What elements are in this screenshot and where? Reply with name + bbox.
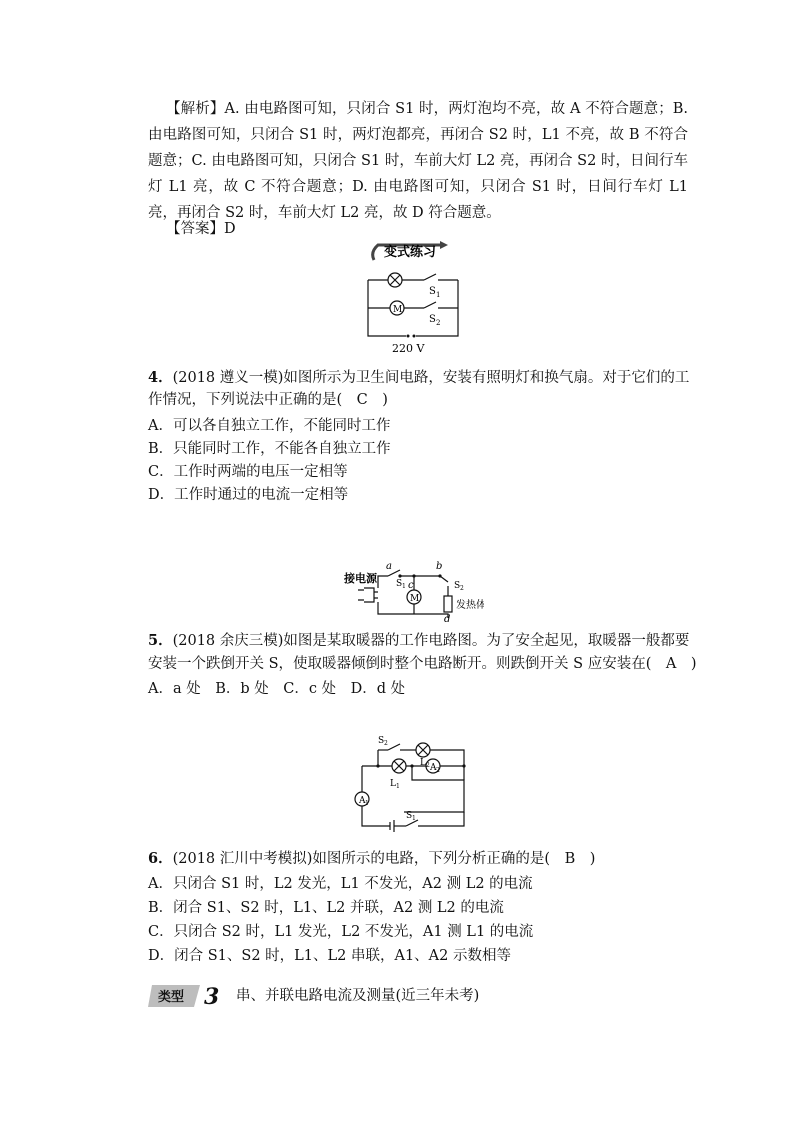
circuit-diagram-q4 (360, 266, 470, 358)
type-section-title: 串、并联电路电流及测量(近三年未考) (236, 988, 480, 1004)
svg-text:1: 1 (436, 291, 441, 299)
answer-value: D (224, 221, 236, 237)
svg-text:2: 2 (436, 319, 441, 327)
figure-q4-circuit (360, 266, 470, 358)
type-badge-number: 3 (204, 985, 220, 1007)
analysis-label: 【解析】 (166, 101, 225, 117)
motor-label: M (410, 594, 420, 604)
q4-stem-text: 如图所示为卫生间电路，安装有照明灯和换气扇。对于它们的工 (283, 370, 690, 386)
motor-label: M (393, 305, 403, 315)
voltage-label: 220 V (392, 342, 425, 355)
type-badge-graphic (148, 985, 226, 1007)
q4-source: (2018 遵义一模) (172, 370, 284, 386)
svg-text:1: 1 (396, 783, 400, 790)
power-label: 接电源 (344, 572, 377, 585)
q6-stem (148, 848, 708, 870)
q6-option-d: D．闭合 S1、S2 时，L1、L2 串联，A1、A2 示数相等 (148, 948, 511, 964)
q6-number: 6． (148, 850, 173, 867)
q5-source: (2018 余庆三模) (172, 633, 284, 649)
switch-s1-label: S (396, 579, 403, 589)
svg-text:2: 2 (436, 767, 440, 774)
svg-text:2: 2 (384, 740, 388, 747)
svg-text:2: 2 (460, 585, 464, 592)
q4-option-c: C．工作时两端的电压一定相等 (148, 464, 348, 480)
q4-option-b: B．只能同时工作，不能各自独立工作 (148, 441, 391, 457)
svg-text:2: 2 (426, 762, 430, 769)
practice-banner-graphic (368, 240, 452, 264)
switch-s2-label: S (429, 314, 436, 325)
lamp-l2-label: L (420, 758, 426, 768)
q6-option-a: A．只闭合 S1 时，L2 发光，L1 不发光，A2 测 L2 的电流 (148, 876, 533, 892)
q4-stem (148, 367, 708, 389)
circuit-diagram-q5 (344, 560, 484, 622)
figure-q6-circuit (352, 734, 476, 834)
switch-s2-label: S (378, 736, 385, 746)
point-c-label: c (408, 580, 414, 591)
q6-option-c: C．只闭合 S2 时，L1 发光，L2 不发光，A1 测 L1 的电流 (148, 924, 534, 940)
q5-stem-line2: 安装一个跌倒开关 S，使取暖器倾倒时整个电路断开。则跌倒开关 S 应安装在( A ) (148, 656, 697, 672)
switch-s1-label: S (406, 811, 413, 821)
q5-stem (148, 630, 708, 652)
switch-s1-label: S (429, 286, 436, 297)
figure-q5-circuit (344, 560, 484, 622)
point-d-label: d (444, 614, 451, 622)
q6-source: (2018 汇川中考模拟) (172, 851, 313, 867)
analysis-paragraph (148, 96, 688, 226)
type-badge (148, 985, 226, 1007)
q4-option-a: A．可以各自独立工作，不能同时工作 (148, 418, 391, 434)
q5-number: 5． (148, 632, 173, 649)
q4-number: 4． (148, 369, 173, 386)
q4-option-d: D．工作时通过的电流一定相等 (148, 487, 349, 503)
q6-option-b: B．闭合 S1、S2 时，L1、L2 并联，A2 测 L2 的电流 (148, 900, 504, 916)
svg-text:1: 1 (402, 583, 406, 590)
analysis-text: A. 由电路图可知，只闭合 S1 时，两灯泡均不亮，故 A 不符合题意；B. 由电路图可知，只闭合 S1 时，两灯泡都亮，再闭合 S2 时，L1 不亮，故 B 不符合题意；C. 由电路图可知，只闭合 S1 时，车前大灯 L2 亮，再闭合 S2 时，日间行车灯 L1 亮，故 C 不符合题意；D. 由电路图可知，只闭合 S1 时，日间行车灯 L1 亮，再闭合 S2 时，车前大灯 L2 亮，故 D 符合题意。 (148, 101, 688, 221)
point-a-label: a (386, 561, 392, 572)
ammeter-a2-label: A (430, 763, 437, 773)
circuit-diagram-q6 (352, 734, 476, 834)
svg-text:1: 1 (365, 800, 369, 807)
heater-label: 发热体 (456, 600, 484, 611)
q5-stem-text: 如图是某取暖器的工作电路图。为了安全起见，取暖器一般都要 (283, 633, 690, 649)
type-badge-text: 类型 (158, 990, 185, 1005)
q4-stem-line2: 作情况，下列说法中正确的是( C ) (148, 392, 388, 408)
q6-stem-text: 如图所示的电路，下列分析正确的是( B ) (312, 851, 596, 867)
practice-banner (368, 240, 452, 264)
point-b-label: b (436, 561, 443, 572)
ammeter-a1-label: A (359, 796, 366, 806)
answer-label: 【答案】 (166, 221, 224, 237)
q5-options: A．a 处 B．b 处 C．c 处 D．d 处 (148, 681, 406, 697)
answer-line (166, 218, 726, 240)
switch-s2-label: S (454, 581, 461, 591)
svg-text:1: 1 (412, 815, 416, 822)
practice-banner-text: 变式练习 (384, 245, 437, 260)
lamp-l1-label: L (390, 779, 396, 789)
